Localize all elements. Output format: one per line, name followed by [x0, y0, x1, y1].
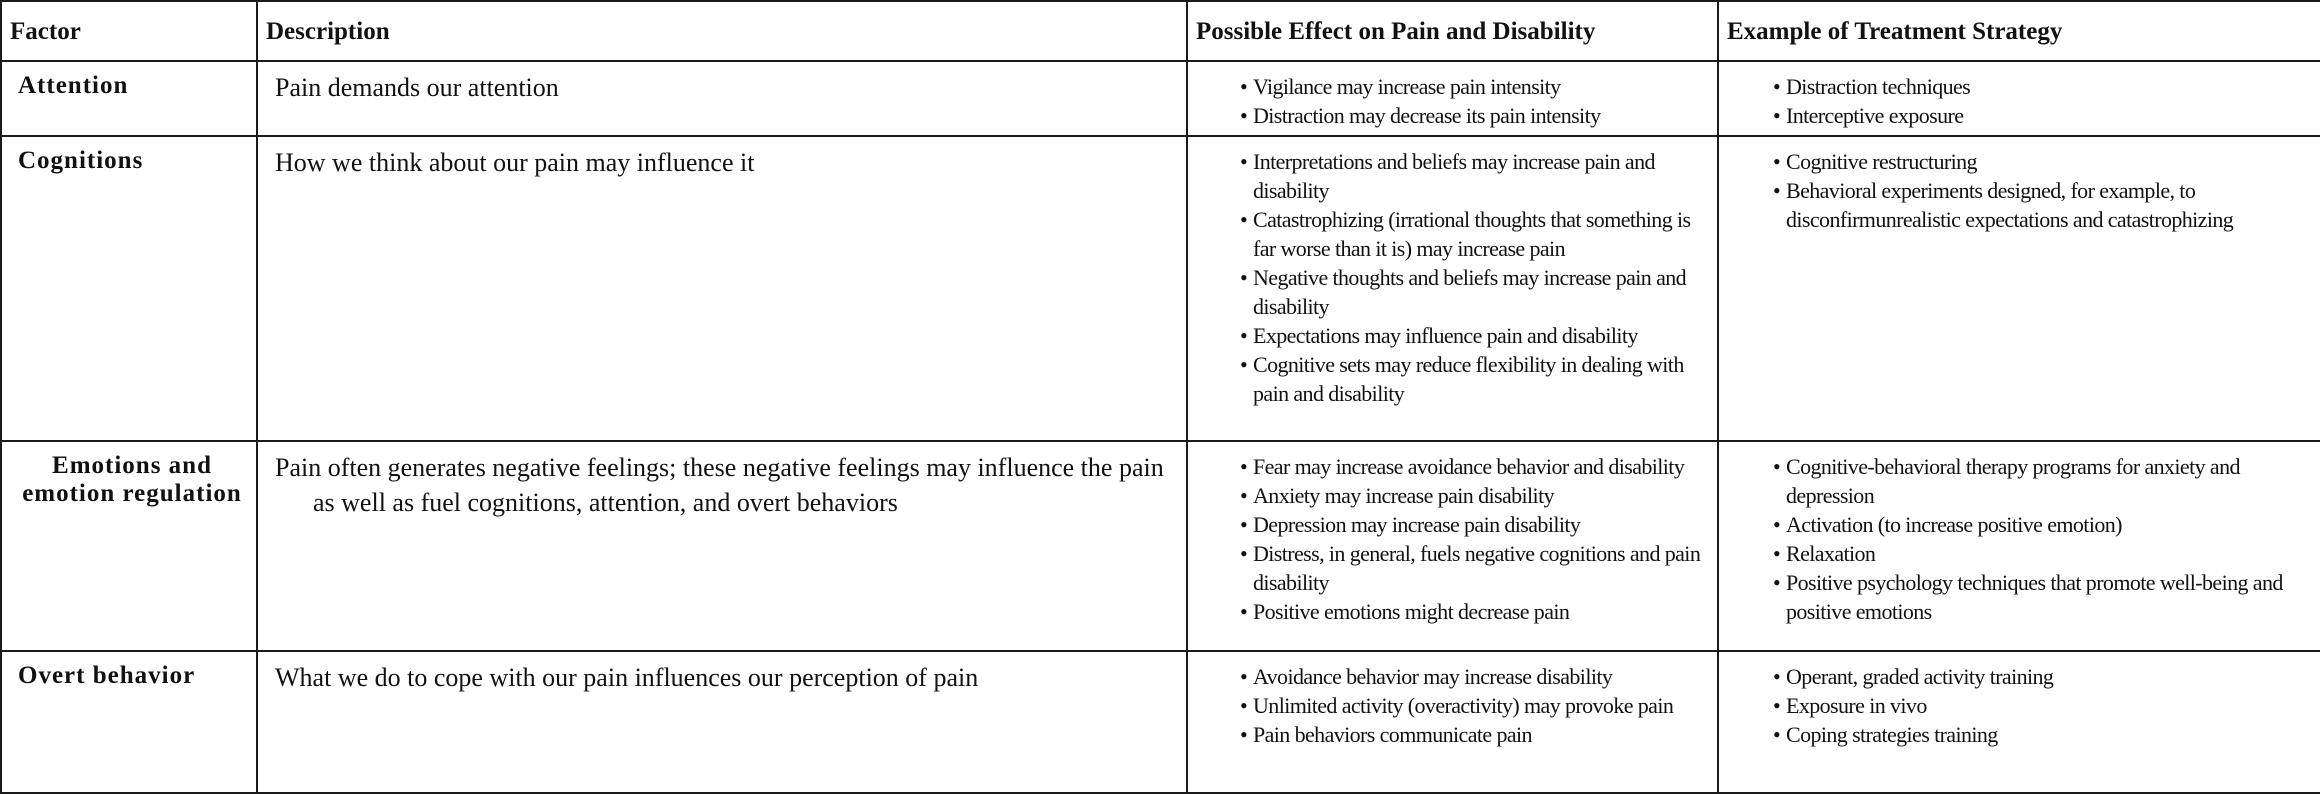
header-effect: Possible Effect on Pain and Disability [1187, 1, 1718, 61]
header-factor: Factor [1, 1, 257, 61]
description-text: Pain often generates negative feelings; these negative feelings may influence the pain as well as fuel cognitions, attention, and overt behaviors [275, 453, 1164, 517]
description-cell [257, 61, 1187, 136]
header-strategy: Example of Treatment Strategy [1718, 1, 2320, 61]
table-row [1, 441, 2320, 651]
header-row [1, 1, 2320, 61]
strategies-cell [1718, 441, 2320, 651]
list-item: • Cognitive sets may reduce flexibility in dealing with pain and disability [1240, 350, 1709, 408]
description-cell [257, 136, 1187, 441]
list-item: • Operant, graded activity training [1773, 662, 2312, 691]
list-item: • Unlimited activity (overactivity) may provoke pain [1240, 691, 1709, 720]
effects-cell [1187, 441, 1718, 651]
factor-cell: Cognitions [1, 136, 257, 441]
list-item: • Coping strategies training [1773, 720, 2312, 749]
list-item: • Distress, in general, fuels negative cognitions and pain disability [1240, 539, 1709, 597]
list-item: • Interceptive exposure [1773, 101, 2312, 130]
list-item: • Distraction may decrease its pain intensity [1240, 101, 1709, 130]
list-item: • Positive emotions might decrease pain [1240, 597, 1709, 626]
effects-cell [1187, 61, 1718, 136]
list-item: • Relaxation [1773, 539, 2312, 568]
description-cell [257, 441, 1187, 651]
factor-cell: Emotions and emotion regulation [1, 441, 257, 651]
description-text: Pain demands our attention [275, 73, 559, 102]
table-row [1, 61, 2320, 136]
list-item: • Cognitive-behavioral therapy programs for anxiety and depression [1773, 452, 2312, 510]
list-item: • Fear may increase avoidance behavior and disability [1240, 452, 1709, 481]
effects-cell [1187, 651, 1718, 793]
header-description: Description [257, 1, 1187, 61]
list-item: • Distraction techniques [1773, 72, 2312, 101]
table-row [1, 651, 2320, 793]
strategies-cell [1718, 651, 2320, 793]
strategies-cell [1718, 61, 2320, 136]
list-item: • Expectations may influence pain and disability [1240, 321, 1709, 350]
list-item: • Behavioral experiments designed, for example, to disconfirmunrealistic expectations and catastrophizing [1773, 176, 2312, 234]
factor-cell: Overt behavior [1, 651, 257, 793]
factor-cell: Attention [1, 61, 257, 136]
list-item: • Activation (to increase positive emotion) [1773, 510, 2312, 539]
description-text: What we do to cope with our pain influences our perception of pain [275, 663, 979, 692]
effects-cell [1187, 136, 1718, 441]
list-item: • Exposure in vivo [1773, 691, 2312, 720]
list-item: • Negative thoughts and beliefs may increase pain and disability [1240, 263, 1709, 321]
list-item: • Pain behaviors communicate pain [1240, 720, 1709, 749]
list-item: • Catastrophizing (irrational thoughts that something is far worse than it is) may increase pain [1240, 205, 1709, 263]
list-item: • Positive psychology techniques that promote well-being and positive emotions [1773, 568, 2312, 626]
list-item: • Avoidance behavior may increase disability [1240, 662, 1709, 691]
list-item: • Depression may increase pain disability [1240, 510, 1709, 539]
description-cell [257, 651, 1187, 793]
list-item: • Anxiety may increase pain disability [1240, 481, 1709, 510]
list-item: • Interpretations and beliefs may increase pain and disability [1240, 147, 1709, 205]
description-text: How we think about our pain may influence it [275, 148, 755, 177]
table-row [1, 136, 2320, 441]
list-item: • Vigilance may increase pain intensity [1240, 72, 1709, 101]
strategies-cell [1718, 136, 2320, 441]
list-item: • Cognitive restructuring [1773, 147, 2312, 176]
